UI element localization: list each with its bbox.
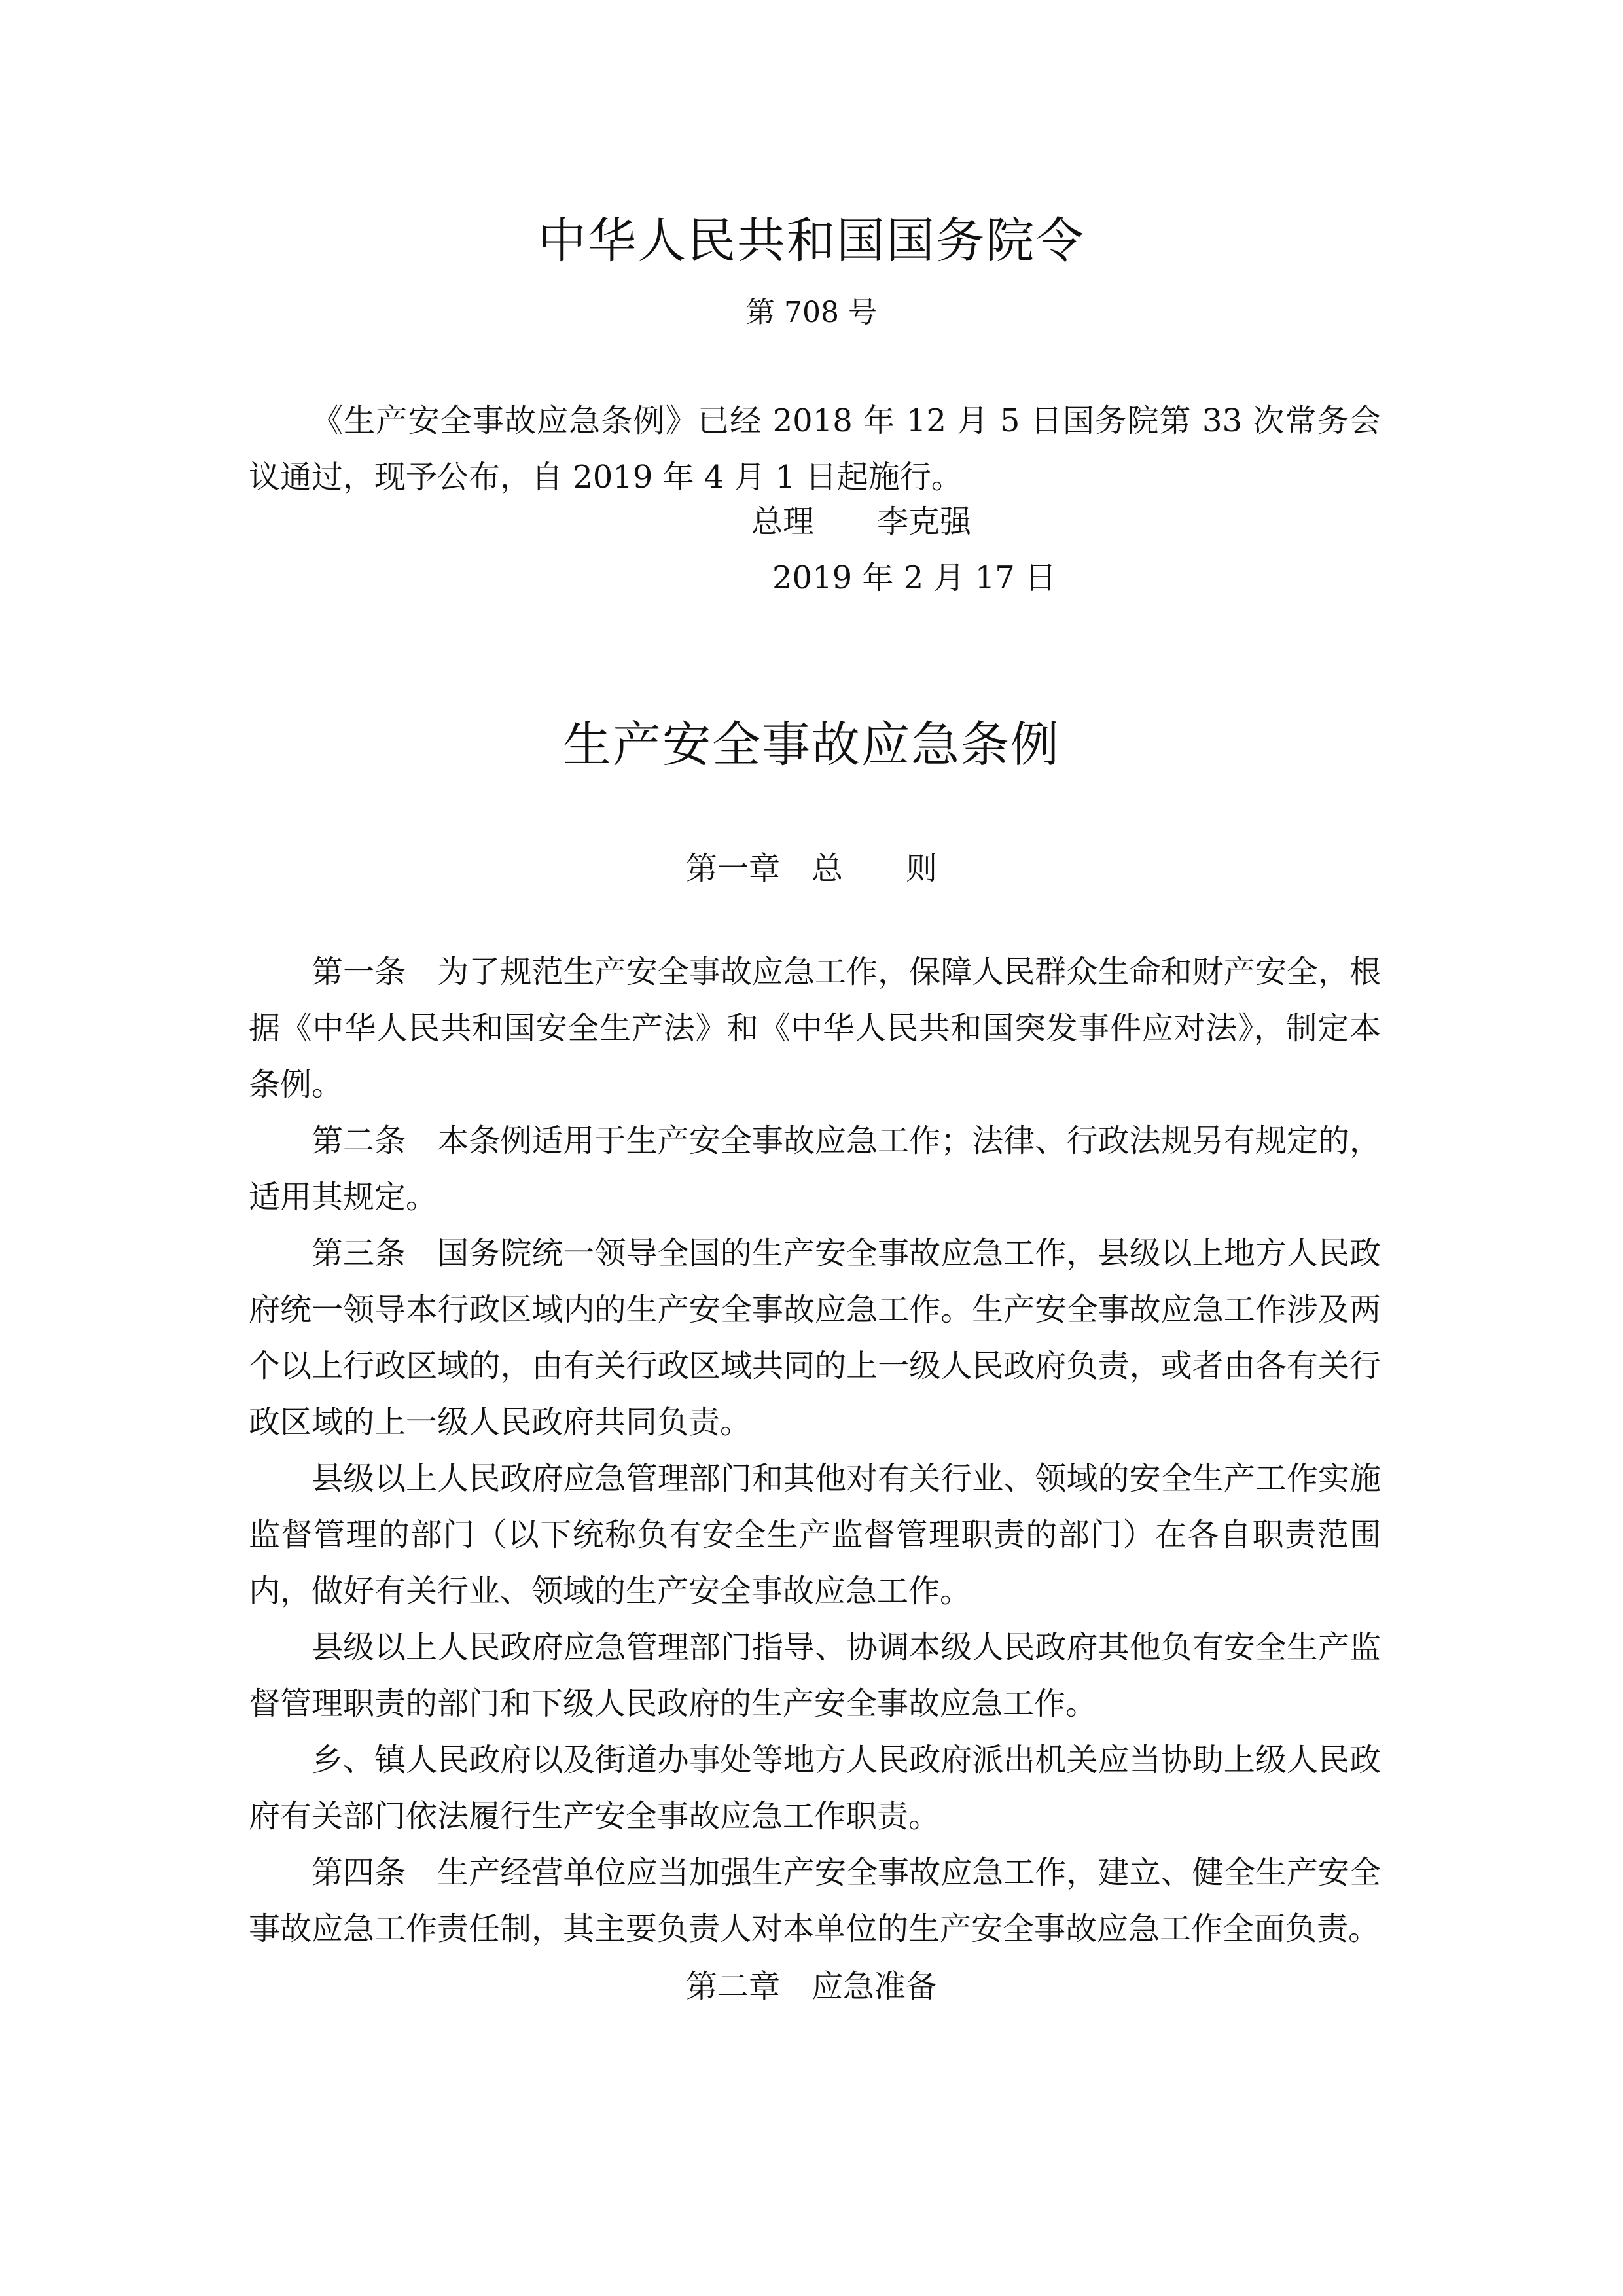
article-text: 国务院统一领导全国的生产安全事故应急工作，县级以上地方人民政府统一领导本行政区域内的生产安全事故应急工作。生产安全事故应急工作涉及两个以上行政区域的，由有关行政区域共同的上一级人民政府负责，或者由各有关行政区域的上一级人民政府共同负责。 bbox=[249, 1235, 1381, 1441]
signatory: 总理 李克强 bbox=[751, 503, 972, 540]
article-label: 第四条 bbox=[312, 1854, 438, 1891]
decree-title: 中华人民共和国国务院令 bbox=[538, 213, 1085, 269]
chapter-1-title: 第一章 总 则 bbox=[685, 850, 937, 887]
article-4 bbox=[249, 1844, 1381, 1957]
article-2 bbox=[249, 1113, 1381, 1225]
decree-number: 第 708 号 bbox=[746, 296, 877, 329]
article-text: 县级以上人民政府应急管理部门和其他对有关行业、领域的安全生产工作实施监督管理的部门（以下统称负有安全生产监督管理职责的部门）在各自职责范围内，做好有关行业、领域的生产安全事故应急工作。 bbox=[249, 1460, 1381, 1609]
decree-intro: 《生产安全事故应急条例》已经 2018 年 12 月 5 日国务院第 33 次常务会议通过，现予公布，自 2019 年 4 月 1 日起施行。 bbox=[249, 403, 1381, 495]
article-text: 县级以上人民政府应急管理部门指导、协调本级人民政府其他负有安全生产监督管理职责的部门和下级人民政府的生产安全事故应急工作。 bbox=[249, 1629, 1381, 1722]
signing-date: 2019 年 2 月 17 日 bbox=[772, 560, 1057, 596]
article-3 bbox=[249, 1225, 1381, 1450]
chapter-2-title: 第二章 应急准备 bbox=[685, 1968, 937, 2005]
regulation-title: 生产安全事故应急条例 bbox=[563, 717, 1060, 773]
article-text: 为了规范生产安全事故应急工作，保障人民群众生命和财产安全，根据《中华人民共和国安全生产法》和《中华人民共和国突发事件应对法》，制定本条例。 bbox=[249, 954, 1381, 1103]
article-1 bbox=[249, 944, 1381, 1113]
article-3-paragraph-2 bbox=[249, 1450, 1381, 1619]
article-text: 乡、镇人民政府以及街道办事处等地方人民政府派出机关应当协助上级人民政府有关部门依法履行生产安全事故应急工作职责。 bbox=[249, 1742, 1381, 1835]
article-3-paragraph-4 bbox=[249, 1732, 1381, 1844]
article-text: 本条例适用于生产安全事故应急工作；法律、行政法规另有规定的，适用其规定。 bbox=[249, 1122, 1381, 1215]
article-3-paragraph-3 bbox=[249, 1619, 1381, 1732]
article-label: 第一条 bbox=[312, 954, 438, 990]
article-label: 第二条 bbox=[312, 1122, 438, 1159]
article-text: 生产经营单位应当加强生产安全事故应急工作，建立、健全生产安全事故应急工作责任制，其主要负责人对本单位的生产安全事故应急工作全面负责。 bbox=[249, 1854, 1381, 1947]
article-label: 第三条 bbox=[312, 1235, 438, 1272]
articles-body bbox=[249, 944, 1381, 1957]
